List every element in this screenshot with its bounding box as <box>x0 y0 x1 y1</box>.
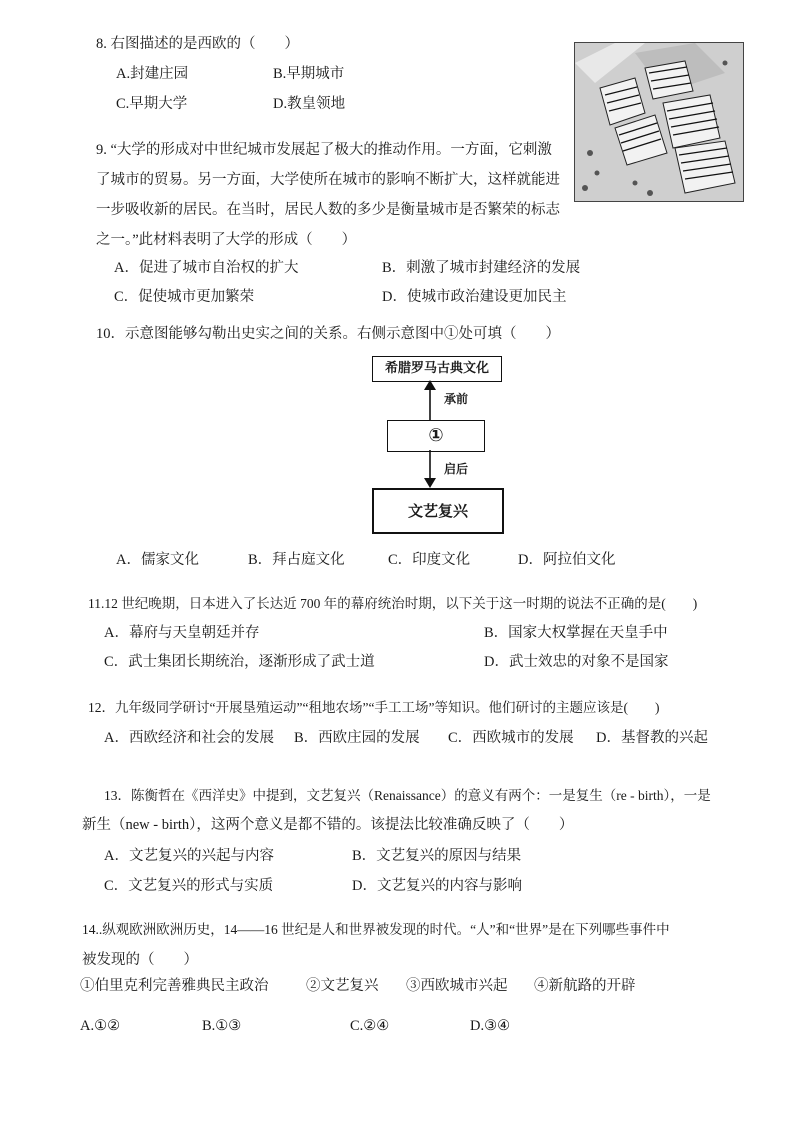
q12-stem: 12．九年级同学研讨“开展垦殖运动”“租地农场”“手工工场”等知识。他们研讨的主题应该是( ) <box>88 700 660 715</box>
q9-option-b: B．刺激了城市封建经济的发展 <box>382 260 581 276</box>
q13-option-a: A．文艺复兴的兴起与内容 <box>104 848 274 864</box>
q9-option-d: D．使城市政治建设更加民主 <box>382 289 567 305</box>
q14-item-1: ①伯里克利完善雅典民主政治 <box>80 978 269 994</box>
q9-line-2: 了城市的贸易。另一方面，大学使所在城市的影响不断扩大，这样就能进 <box>96 172 560 188</box>
q10-option-b: B．拜占庭文化 <box>248 552 345 568</box>
q11-option-c: C．武士集团长期统治，逐渐形成了武士道 <box>104 654 375 670</box>
q11-option-a: A．幕府与天皇朝廷并存 <box>104 625 260 641</box>
q13-line-1: 13．陈衡哲在《西洋史》中提到，文艺复兴（Renaissance）的意义有两个：一是复生（re - birth），一是 <box>104 788 711 803</box>
up-arrow-icon <box>422 380 438 420</box>
q12-option-a: A．西欧经济和社会的发展 <box>104 730 274 746</box>
q11-option-d: D．武士效忠的对象不是国家 <box>484 654 669 670</box>
q14-option-b: B.①③ <box>202 1018 242 1034</box>
q12-option-d: D．基督教的兴起 <box>596 730 708 746</box>
q10-stem: 10．示意图能够勾勒出史实之间的关系。右侧示意图中①处可填（ ） <box>96 326 560 342</box>
q10-option-d: D．阿拉伯文化 <box>518 552 616 568</box>
q8-option-d: D.教皇领地 <box>273 96 346 112</box>
q13-line-2: 新生（new - birth），这两个意义是都不错的。该提法比较准确反映了（ ） <box>82 817 574 833</box>
q10-option-a: A．儒家文化 <box>116 552 199 568</box>
down-arrow-icon <box>422 450 438 488</box>
q13-option-d: D．文艺复兴的内容与影响 <box>352 878 522 894</box>
q9-line-1: 9. “大学的形成对中世纪城市发展起了极大的推动作用。一方面，它刺激 <box>96 142 552 158</box>
diagram-box-classical-culture: 希腊罗马古典文化 <box>372 356 502 382</box>
q8-option-b: B.早期城市 <box>273 66 345 82</box>
diagram-box-renaissance: 文艺复兴 <box>372 488 504 534</box>
q13-option-c: C．文艺复兴的形式与实质 <box>104 878 274 894</box>
q14-line-1: 14..纵观欧洲欧洲历史，14——16 世纪是人和世界被发现的时代。“人”和“世界”是在下列哪些事件中 <box>82 922 670 937</box>
diagram-label-up: 承前 <box>444 392 469 406</box>
q8-stem: 8. 右图描述的是西欧的（ ） <box>96 36 299 52</box>
q14-option-d: D.③④ <box>470 1018 511 1034</box>
diagram-label-down: 启后 <box>444 462 469 476</box>
q14-option-c: C.②④ <box>350 1018 390 1034</box>
q8-option-a: A.封建庄园 <box>116 66 189 82</box>
q14-option-a: A.①② <box>80 1018 121 1034</box>
medieval-town-illustration <box>574 42 744 202</box>
q12-option-b: B．西欧庄园的发展 <box>294 730 420 746</box>
q13-option-b: B．文艺复兴的原因与结果 <box>352 848 522 864</box>
q14-item-3: ③西欧城市兴起 <box>406 978 508 994</box>
q11-stem: 11.12 世纪晚期，日本进入了长达近 700 年的幕府统治时期，以下关于这一时期的说法不正确的是( ) <box>88 596 698 611</box>
q11-option-b: B．国家大权掌握在天皇手中 <box>484 625 668 641</box>
q14-item-2: ②文艺复兴 <box>306 978 379 994</box>
q9-option-a: A．促进了城市自治权的扩大 <box>114 260 299 276</box>
diagram-box-blank: ① <box>387 420 485 452</box>
q9-line-3: 一步吸收新的居民。在当时，居民人数的多少是衡量城市是否繁荣的标志 <box>96 202 560 218</box>
q14-item-4: ④新航路的开辟 <box>534 978 636 994</box>
q10-option-c: C．印度文化 <box>388 552 471 568</box>
q9-line-4: 之一。”此材料表明了大学的形成（ ） <box>96 232 357 248</box>
q9-option-c: C．促使城市更加繁荣 <box>114 289 255 305</box>
q8-option-c: C.早期大学 <box>116 96 188 112</box>
q14-line-2: 被发现的（ ） <box>82 952 198 968</box>
q12-option-c: C．西欧城市的发展 <box>448 730 574 746</box>
